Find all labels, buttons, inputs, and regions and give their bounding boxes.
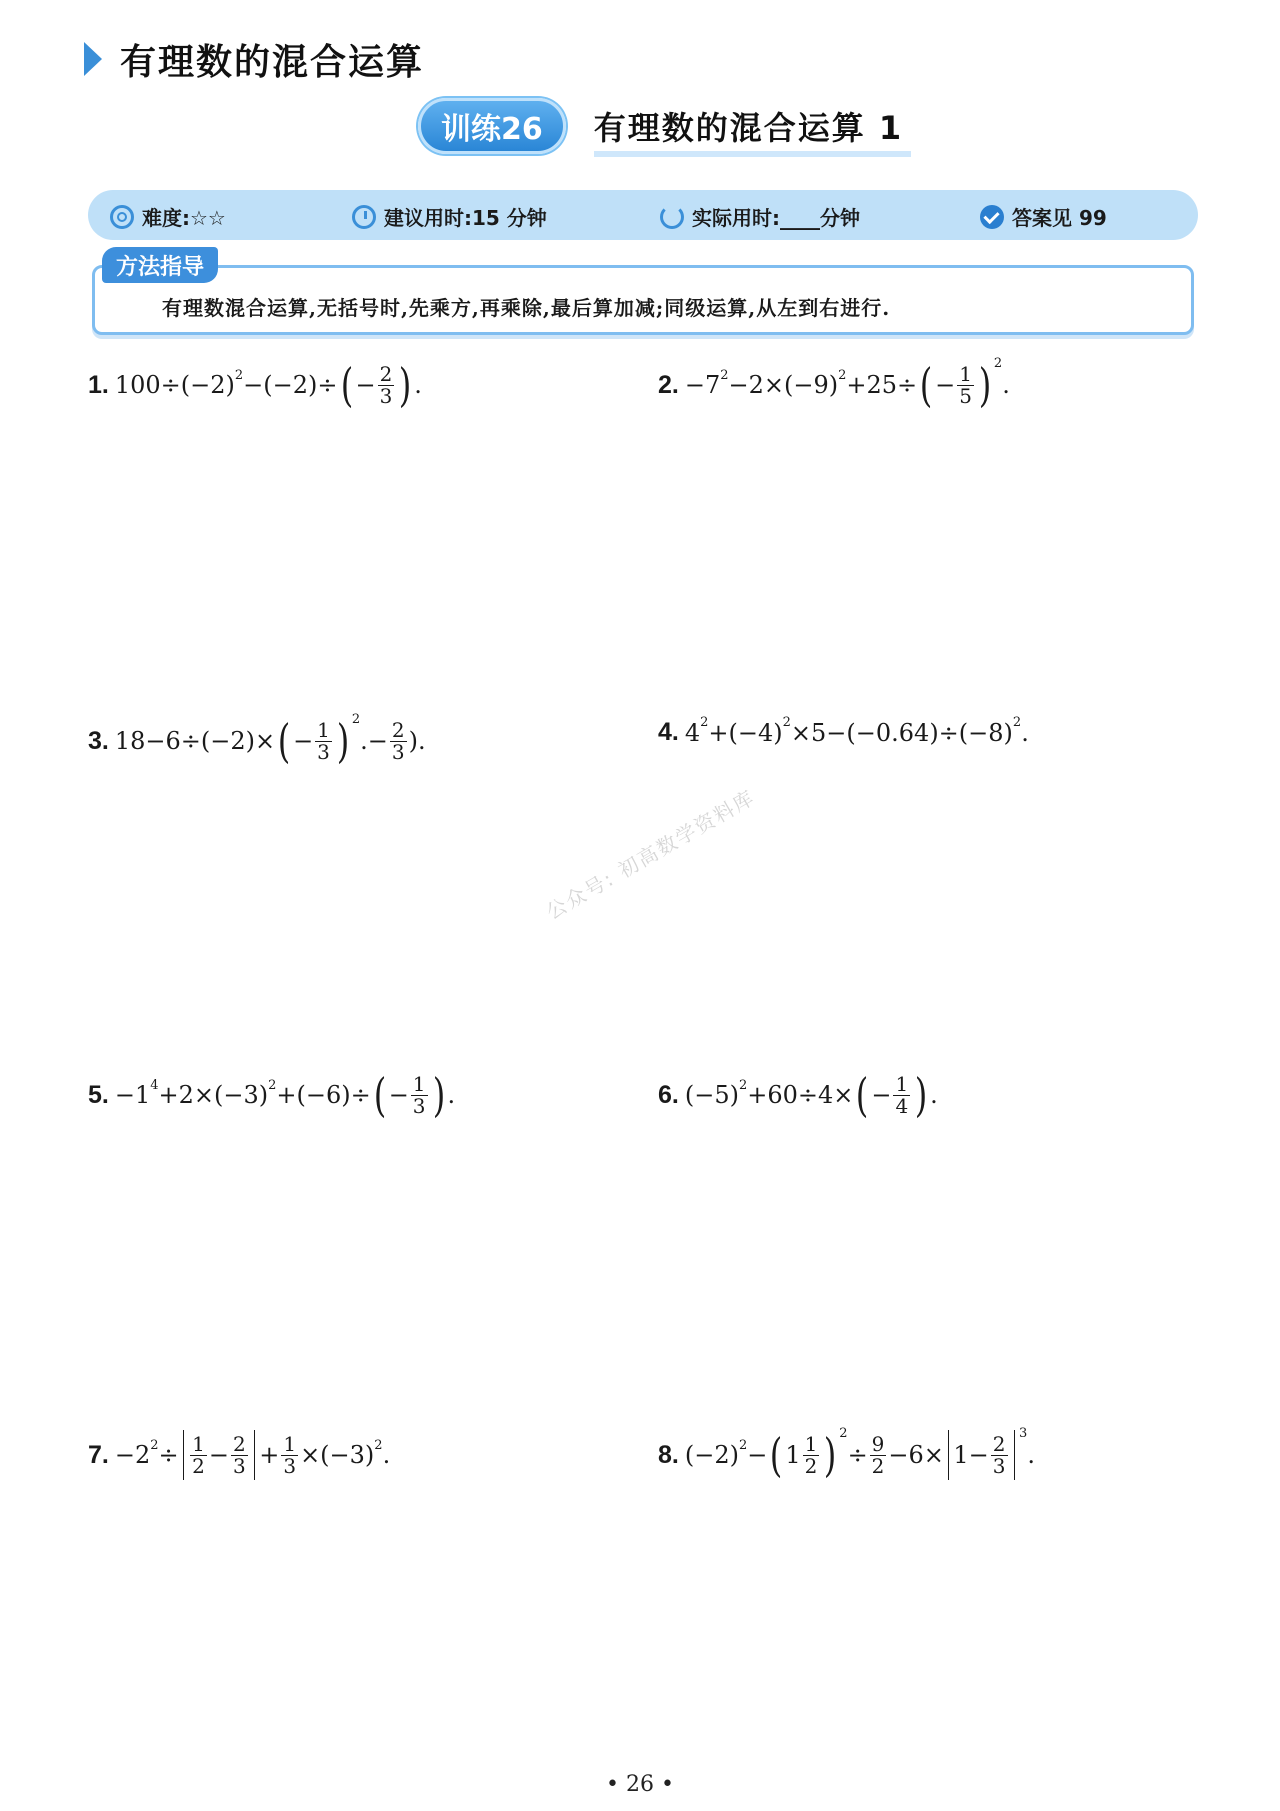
expr-end: ). <box>408 727 426 755</box>
exponent: 2 <box>268 1077 277 1093</box>
exponent: 4 <box>150 1077 159 1093</box>
denominator: 3 <box>317 739 330 764</box>
whole-part: 1 <box>785 1441 801 1469</box>
expr-text: 1− <box>953 1441 989 1469</box>
denominator: 2 <box>804 1453 818 1478</box>
denominator: 4 <box>895 1093 909 1118</box>
left-paren: ( <box>919 358 933 412</box>
suggested-time-info <box>352 202 547 231</box>
fraction <box>893 1071 910 1118</box>
right-paren: ) <box>914 1068 928 1122</box>
abs-bar <box>254 1430 256 1480</box>
numerator: 1 <box>192 1431 205 1456</box>
check-badge-icon <box>980 205 1004 229</box>
problem-number: 4. <box>658 718 679 746</box>
expr-end: . <box>447 1081 456 1109</box>
expr-end: . <box>930 1081 938 1109</box>
fraction <box>315 717 332 764</box>
expr-text: −6× <box>888 1441 944 1469</box>
method-text: 有理数混合运算,无括号时,先乘方,再乘除,最后算加减;同级运算,从左到右进行. <box>162 296 891 320</box>
exponent: 2 <box>738 1077 748 1093</box>
problem-number: 8. <box>658 1440 679 1469</box>
expr-text: −1 <box>114 1081 151 1109</box>
problem-7: 7. −2 2 ÷ $\frac{1}{2}$ − $\frac{2}{3}$ + $\frac{1}{3}$ ×(−3) 2 . <box>88 1430 390 1480</box>
expr-text: +25÷ <box>846 371 918 399</box>
denominator: 2 <box>192 1453 205 1478</box>
watermark: 公众号: 初高数学资料库 <box>542 784 760 925</box>
problem-6: 6. (−5) 2 +60÷4× ( − $\frac{1}{4}$ ) . <box>658 1068 938 1122</box>
exponent: 2 <box>782 715 791 730</box>
left-paren: ( <box>856 1068 869 1122</box>
answer-ref-text: 答案见 99 <box>1012 206 1107 230</box>
right-paren: ) <box>978 358 992 412</box>
problem-5: 5. −1 4 +2×(−3) 2 +(−6)÷ ( − $\frac{1}{3}$ ) . <box>88 1068 456 1122</box>
fraction <box>991 1431 1008 1478</box>
fraction <box>411 1071 428 1118</box>
expr-text: (−5) <box>684 1081 739 1109</box>
exponent: 2 <box>1012 715 1022 730</box>
expr-text: (−2) <box>684 1441 739 1469</box>
expr-text: +(−6)÷ <box>276 1081 371 1109</box>
problem-number: 5. <box>88 1080 109 1109</box>
lesson-badge: 训练26 <box>418 98 566 154</box>
exponent: 2 <box>351 711 361 727</box>
numerator: 2 <box>391 717 405 742</box>
problem-8 <box>658 1425 1035 1482</box>
expr-text: −(−2)÷ <box>243 371 338 399</box>
problem-3: 3. 18−6÷(−2)× ( − $\frac{1}{3}$ ) 2 .− $\frac{2}{3}$ ). <box>88 711 426 768</box>
signal-icon <box>110 205 134 229</box>
expr-text: ×(−3) <box>300 1441 375 1469</box>
timer-icon <box>660 205 684 229</box>
expr-end: . <box>414 371 422 399</box>
numerator: 1 <box>959 361 972 386</box>
exponent: 2 <box>838 367 847 383</box>
exponent: 2 <box>374 1437 383 1453</box>
expr-end: . <box>1021 718 1029 747</box>
section-title: 有理数的混合运算 <box>120 41 425 83</box>
expr-text: +(−4) <box>708 718 783 747</box>
left-paren: ( <box>373 1068 386 1122</box>
expr-end: . <box>1002 371 1010 399</box>
denominator: 2 <box>871 1453 885 1478</box>
problem-number: 6. <box>658 1080 679 1109</box>
problem-4 <box>658 715 1029 747</box>
expr-text: −7 <box>684 371 721 399</box>
left-paren: ( <box>340 358 353 412</box>
right-paren: ) <box>336 714 350 768</box>
abs-bar <box>183 1430 185 1480</box>
problem-number: 2. <box>658 370 679 399</box>
problem-1: 1. 100÷(−2) 2 −(−2)÷ ( − $\frac{2}{3}$ ) . <box>88 358 422 412</box>
numerator: 2 <box>992 1431 1006 1456</box>
denominator: 3 <box>379 383 393 408</box>
expr-text: − <box>747 1441 768 1469</box>
fraction <box>870 1431 887 1478</box>
numerator: 2 <box>232 1431 246 1456</box>
denominator: 5 <box>959 383 972 408</box>
problem-number: 1. <box>88 370 109 399</box>
denominator: 3 <box>992 1453 1006 1478</box>
exponent: 2 <box>839 1425 848 1441</box>
fraction <box>190 1431 207 1478</box>
exponent: 2 <box>738 1437 748 1453</box>
abs-bar <box>948 1430 950 1480</box>
expr-text: 18−6÷(−2)× <box>114 727 276 755</box>
numerator: 1 <box>283 1431 297 1456</box>
abs-bar <box>1014 1430 1016 1480</box>
problem-2: 2. −7 2 −2×(−9) 2 +25÷ ( − $\frac{1}{5}$ ) 2 . <box>658 355 1010 412</box>
page-number: • 26 • <box>606 1772 674 1797</box>
denominator: 3 <box>412 1093 426 1118</box>
expr-text: +60÷4× <box>747 1081 854 1109</box>
expr-text: ÷ <box>847 1441 868 1469</box>
expr-text: −2 <box>114 1441 151 1469</box>
problem-number: 3. <box>88 726 109 755</box>
fraction <box>803 1431 820 1478</box>
expr-end: . <box>1027 1441 1035 1469</box>
numerator: 1 <box>804 1431 818 1456</box>
expr-text: ×5−(−0.64)÷(−8) <box>790 718 1013 747</box>
fraction <box>281 1431 298 1478</box>
exponent: 2 <box>720 367 729 383</box>
numerator: 2 <box>379 361 393 386</box>
suggested-time-text: 建议用时:15 分钟 <box>384 206 547 230</box>
right-paren: ) <box>432 1068 445 1122</box>
expr-end: . <box>382 1441 391 1469</box>
numerator: 1 <box>317 717 330 742</box>
denominator: 3 <box>232 1453 246 1478</box>
left-paren: ( <box>770 1428 783 1482</box>
exponent: 2 <box>150 1437 159 1453</box>
difficulty-info <box>110 202 226 231</box>
denominator: 3 <box>283 1453 297 1478</box>
exponent: 2 <box>234 367 244 383</box>
fraction <box>231 1431 248 1478</box>
method-tag: 方法指导 <box>102 247 218 283</box>
exponent: 3 <box>1019 1425 1028 1441</box>
right-paren: ) <box>824 1428 837 1482</box>
expr-text: 100÷(−2) <box>114 371 235 399</box>
expr-text: +2×(−3) <box>158 1081 269 1109</box>
numerator: 1 <box>895 1071 909 1096</box>
fraction <box>390 717 407 764</box>
info-bar <box>88 190 1198 240</box>
fraction <box>378 361 395 408</box>
alarm-clock-icon <box>352 205 376 229</box>
section-heading <box>84 34 424 84</box>
fraction <box>957 361 974 408</box>
difficulty-text: 难度:☆☆ <box>142 206 226 230</box>
expr-text: ÷ <box>158 1441 179 1469</box>
exponent: 2 <box>700 715 709 730</box>
expr-text: 4 <box>684 718 701 747</box>
expr-text: .− <box>360 727 388 755</box>
numerator: 1 <box>412 1071 426 1096</box>
triangle-marker-icon <box>84 42 102 76</box>
exponent: 2 <box>993 355 1003 371</box>
lesson-title: 有理数的混合运算 1 <box>594 103 903 149</box>
lesson-header <box>418 98 903 154</box>
problem-number: 7. <box>88 1440 109 1469</box>
right-paren: ) <box>398 358 412 412</box>
denominator: 3 <box>391 739 405 764</box>
actual-time-info <box>660 202 860 231</box>
left-paren: ( <box>277 714 291 768</box>
answer-ref-info <box>980 202 1107 231</box>
actual-time-text: 实际用时:____分钟 <box>692 206 860 230</box>
numerator: 9 <box>871 1431 885 1456</box>
expr-text: −2×(−9) <box>728 371 839 399</box>
